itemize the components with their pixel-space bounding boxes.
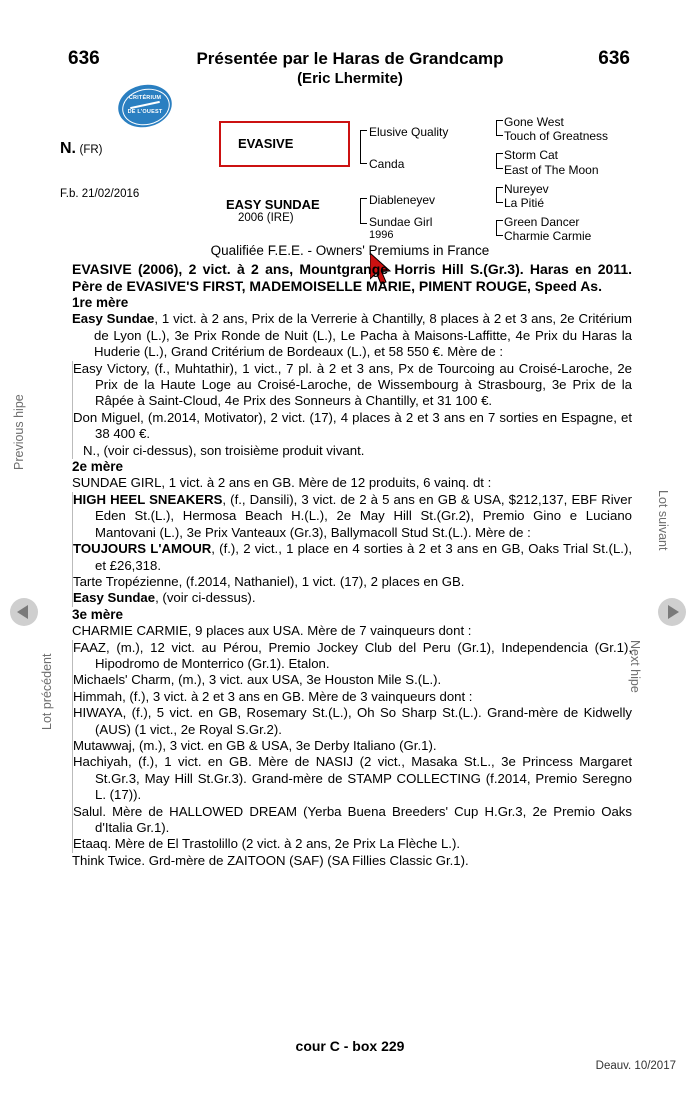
qualification-line: Qualifiée F.E.E. - Owners' Premiums in France: [210, 243, 490, 258]
page-title: Présentée par le Haras de Grandcamp: [196, 49, 504, 68]
g3-ancestor-8: Charmie Carmie: [504, 229, 592, 243]
g2-main-entry: SUNDAE GIRL, 1 vict. à 2 ans en GB. Mère de 12 produits, 6 vainq. dt :: [72, 475, 492, 491]
bracket-g3-2: [496, 153, 503, 169]
g2-entry-3-name: Tarte Tropézienne: [73, 573, 179, 589]
left-nav-rail: [0, 0, 60, 1105]
lot-suivant-label: Lot suivant: [656, 490, 670, 551]
dam-main-entry: [72, 311, 632, 360]
g2-entry-2: [72, 541, 632, 574]
generation-1-label: 1re mère: [72, 295, 129, 310]
dam-sire: Diableneyev: [369, 193, 436, 207]
bracket-dam: [360, 198, 367, 224]
previous-hipe-label: Previous hipe: [12, 394, 26, 470]
g3-entry-3: Himmah, (f.), 3 vict. à 2 et 3 ans en GB. Mère de 3 vainqueurs dont :: [72, 689, 632, 705]
g2-entry-1: [72, 492, 632, 541]
g3-entry-5: Mutawwaj, (m.), 3 vict. en GB & USA, 3e Derby Italiano (Gr.1).: [72, 738, 632, 754]
g3-ancestor-7: Green Dancer: [504, 215, 580, 229]
dam-year: 2006 (IRE): [238, 212, 294, 224]
g3-ancestor-4: East of The Moon: [504, 163, 599, 177]
g3-entry-6: Hachiyah, (f.), 1 vict. en GB. Mère de NASIJ (2 vict., Masaka St.L., 3e Princess Margaret St.Gr.3, May Hill St.Gr.3). Grand-mère de STAMP COLLECTING (f.2014, Premio Seregno L. (17)).: [73, 754, 632, 803]
g3-entry-1: FAAZ, (m.), 12 vict. au Pérou, Premio Jockey Club del Peru (Gr.1), Independencia (Gr.1), Hipodromo de Monterrico (Gr.1). Etalon.: [73, 639, 632, 671]
g2-entry-4-text: , (voir ci-dessus).: [155, 590, 256, 606]
next-lot-button[interactable]: [658, 598, 686, 626]
sale-date: Deauv. 10/2017: [595, 1060, 676, 1072]
subject-name: N.: [60, 140, 76, 157]
previous-lot-button[interactable]: [10, 598, 38, 626]
g2-entry-4: [72, 590, 632, 606]
pedigree-chart: [60, 108, 640, 248]
g2-entry-1-name: HIGH HEEL SNEAKERS: [73, 491, 223, 507]
g3-ancestor-3: Storm Cat: [504, 148, 559, 162]
logo-line1: CRITÉRIUM: [128, 95, 162, 101]
g3-ancestor-1: Gone West: [504, 115, 564, 129]
g1-entry-1: Easy Victory, (f., Muhtathir), 1 vict., 7 pl. à 2 et 3 ans, Px de Tourcoing au Croisé-Laroche, 2e Prix de la Haute Loge au Croisé-Laroche, de Wissembourg à Strasbourg, 3e Prix de la Râpée à Saint-Cloud, 4e Prix des Sonneurs à Chantilly, et 31 100 €.: [73, 360, 632, 409]
sire-name: EVASIVE: [238, 136, 294, 151]
g2-entry-2-text: , (f.), 2 vict., 1 place en 4 sorties à 2 et 3 ans en GB, Oaks Trial St.(L.), et £26,318.: [95, 541, 633, 573]
g3-ancestor-2: Touch of Greatness: [504, 129, 609, 143]
lot-precedent-label: Lot précédent: [40, 653, 54, 730]
g3-ancestor-5: Nureyev: [504, 182, 549, 196]
g3-entry-8: Etaaq. Mère de El Trastolillo (2 vict. à 2 ans, 2e Prix La Flèche L.).: [72, 836, 632, 852]
bracket-sire: [360, 130, 367, 164]
dam-dam: Sundae Girl: [369, 215, 433, 229]
page-subtitle: (Eric Lhermite): [297, 70, 403, 87]
dam-main-name: Easy Sundae: [72, 311, 155, 327]
box-location: cour C - box 229: [295, 1038, 405, 1054]
subject-country: (FR): [79, 144, 103, 156]
g1-entry-3: N., (voir ci-dessus), son troisième produit vivant.: [72, 443, 632, 459]
g2-entry-3: [72, 574, 632, 590]
g3-entry-4: HIWAYA, (f.), 5 vict. en GB, Rosemary St.(L.), Oh So Sharp St.(L.). Grand-mère de Kidwelly (AUS) (1 vict., 2e Royal S.Gr.2).: [73, 705, 632, 737]
g3-main-entry: CHARMIE CARMIE, 9 places aux USA. Mère de 7 vainqueurs dont :: [72, 623, 472, 639]
bracket-g3-1: [496, 120, 503, 136]
g2-entry-4-name: Easy Sundae: [73, 590, 156, 606]
generation-2-label: 2e mère: [72, 459, 124, 475]
bracket-g3-3: [496, 187, 503, 203]
next-hipe-label: Next hipe: [628, 640, 642, 693]
g2-entry-1-text: , (f., Dansili), 3 vict. de 2 à 5 ans en GB & USA, $212,137, EBF River Eden St.(L.), Hermosa Beach H.(L.), 2e May Hill St.(Gr.2), Premio Gino e Luciano Mantovani (L.), 3e Prix Vanteaux (Gr.3), Ballymacoll Stud St.(L.). Mère de :: [95, 491, 632, 540]
dam-main-text: , 1 vict. à 2 ans, Prix de la Verrerie à Chantilly, 8 places à 2 et 3 ans, 2e Critérium de Lyon (L.), 3e Prix Ronde de Nuit (L.), Le Pacha à Maisons-Laffitte, 4e Prix du Haras la Huderie (L.), Grand Critérium de Bordeaux (L.), et 58 550 €. Mère de :: [94, 311, 633, 360]
g3-ancestor-6: La Pitié: [504, 196, 545, 210]
logo-line2: DE L'OUEST: [127, 109, 163, 115]
bracket-g3-4: [496, 220, 503, 236]
hip-number-left: 636: [68, 48, 100, 69]
g1-entry-2: Don Miguel, (m.2014, Motivator), 2 vict. (17), 4 places à 2 et 3 ans en 7 sorties en Espagne, et 38 400 €.: [73, 409, 632, 442]
sire-dam: Canda: [369, 157, 405, 171]
arrow-left-icon: [17, 605, 28, 619]
pedigree-text-body: [72, 261, 632, 869]
subject-dob: F.b. 21/02/2016: [60, 188, 140, 200]
g2-entry-2-name: TOUJOURS L'AMOUR: [73, 541, 212, 557]
g3-entry-2: Michaels' Charm, (m.), 3 vict. aux USA, 3e Houston Mile S.(L.).: [72, 672, 632, 688]
sire-sire: Elusive Quality: [369, 125, 449, 139]
dam-dam-year: 1996: [369, 229, 394, 241]
generation-3-label: 3e mère: [72, 606, 124, 622]
hip-number-right: 636: [598, 48, 630, 69]
g2-entry-3-text: , (f.2014, Nathaniel), 1 vict. (17), 2 places en GB.: [178, 573, 465, 589]
subject-name-block: [60, 140, 102, 158]
arrow-right-icon: [668, 605, 679, 619]
intro-paragraph: EVASIVE (2006), 2 vict. à 2 ans, Mountgrange Horris Hill S.(Gr.3). Haras en 2011. Père de EVASIVE'S FIRST, MADEMOISELLE MARIE, PIMENT ROUGE, Speed As.: [72, 261, 632, 294]
g3-entry-9: Think Twice. Grd-mère de ZAITOON (SAF) (SA Fillies Classic Gr.1).: [72, 852, 469, 868]
dam-name: EASY SUNDAE: [226, 197, 320, 212]
g3-entry-7: Salul. Mère de HALLOWED DREAM (Yerba Buena Breeders' Cup H.Gr.3, 2e Premio Oaks d'Italia Gr.1).: [73, 803, 632, 835]
